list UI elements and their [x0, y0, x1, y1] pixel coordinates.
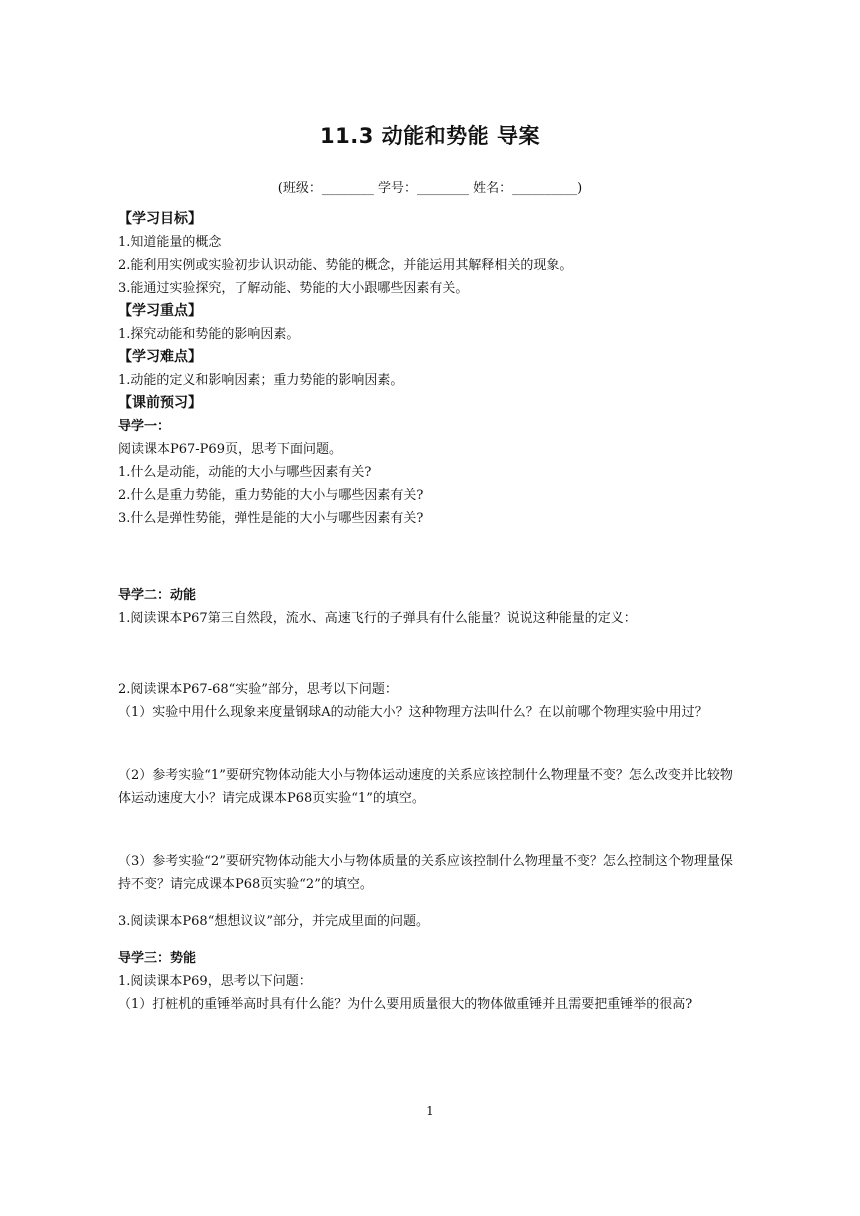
document-body	[118, 208, 738, 1016]
key-points-heading: 【学习重点】	[118, 303, 202, 319]
answer-space	[118, 630, 738, 678]
guide1-reading-instruction: 阅读课本P67-P69页，思考下面问题。	[118, 442, 342, 457]
key-point-item: 1.探究动能和势能的影响因素。	[118, 327, 300, 342]
guide3-subquestion: （1）打桩机的重锤举高时具有什么能？为什么要用质量很大的物体做重锤并且需要把重锤举的很高?	[118, 997, 693, 1012]
answer-space	[118, 530, 738, 584]
preview-heading: 【课前预习】	[118, 395, 202, 411]
goal-item: 2.能利用实例或实验初步认识动能、势能的概念，并能运用其解释相关的现象。	[118, 258, 573, 273]
guide1-title: 导学一：	[118, 419, 171, 434]
document-title: 11.3 动能和势能 导案	[320, 124, 540, 148]
answer-space	[118, 724, 738, 764]
page-number: 1	[426, 1104, 434, 1118]
guide2-question: 1.阅读课本P67第三自然段，流水、高速飞行的子弹具有什么能量？说说这种能量的定义：	[118, 611, 637, 626]
difficult-points-heading: 【学习难点】	[118, 349, 202, 365]
guide2-subquestion: （2）参考实验“1”要研究物体动能大小与物体运动速度的关系应该控制什么物理量不变？怎么改变并比较物体运动速度大小？请完成课本P68页实验“1”的填空。	[118, 768, 733, 806]
answer-space	[118, 810, 738, 850]
guide1-question: 2.什么是重力势能，重力势能的大小与哪些因素有关?	[118, 488, 424, 503]
goals-heading: 【学习目标】	[118, 211, 202, 227]
guide2-question: 2.阅读课本P67-68“实验”部分，思考以下问题：	[118, 682, 398, 697]
guide3-title: 导学三：势能	[118, 951, 197, 966]
guide3-question: 1.阅读课本P69，思考以下问题：	[118, 974, 312, 989]
guide2-title: 导学二：动能	[118, 588, 197, 603]
difficult-point-item: 1.动能的定义和影响因素；重力势能的影响因素。	[118, 373, 404, 388]
guide2-question: 3.阅读课本P68“想想议议”部分，并完成里面的问题。	[118, 914, 429, 929]
answer-space	[118, 933, 738, 947]
answer-space	[118, 896, 738, 910]
guide2-subquestion: （1）实验中用什么现象来度量钢球A的动能大小？这种物理方法叫什么？在以前哪个物理实验中用过？	[118, 705, 708, 720]
guide1-question: 3.什么是弹性势能，弹性是能的大小与哪些因素有关?	[118, 511, 424, 526]
guide2-subquestion: （3）参考实验“2”要研究物体动能大小与物体质量的关系应该控制什么物理量不变？怎么控制这个物理量保持不变？请完成课本P68页实验“2”的填空。	[118, 854, 733, 892]
guide1-question: 1.什么是动能，动能的大小与哪些因素有关?	[118, 465, 372, 480]
goal-item: 3.能通过实验探究，了解动能、势能的大小跟哪些因素有关。	[118, 281, 469, 296]
student-info-line: (班级：________ 学号：________ 姓名：__________)	[277, 181, 583, 196]
goal-item: 1.知道能量的概念	[118, 235, 222, 250]
